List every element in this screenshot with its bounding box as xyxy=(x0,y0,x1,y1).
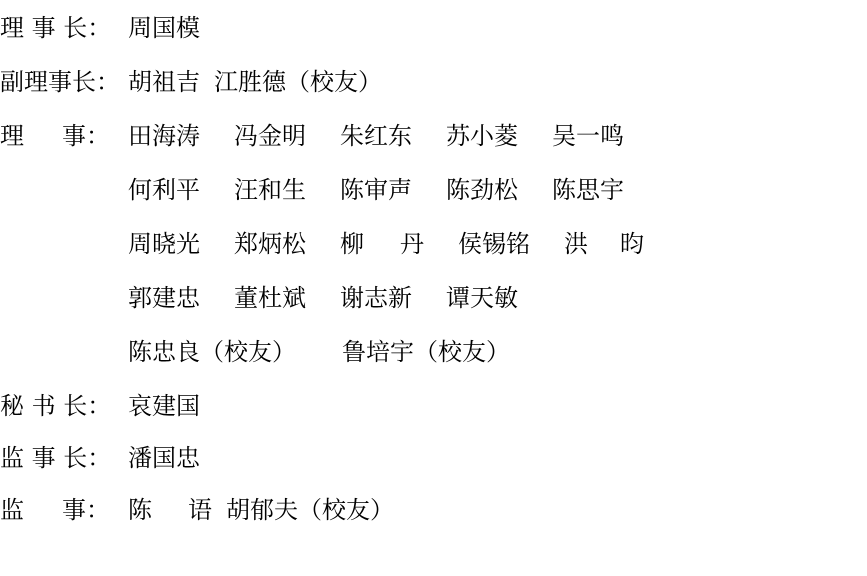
person-name: 何利平 xyxy=(128,176,200,204)
roster-label-directors-text xyxy=(0,116,110,156)
roster-label-char: 事： xyxy=(62,496,110,524)
roster-row xyxy=(128,386,867,426)
roster-entry-chairman xyxy=(0,8,867,48)
person-name: 周国模 xyxy=(128,14,200,42)
roster-row xyxy=(128,8,867,48)
person-name-char: 昀 xyxy=(620,230,644,258)
roster-label-chairman xyxy=(0,8,128,48)
roster-label-chairman-text: 理 事 长： xyxy=(0,14,112,42)
person-name-char: 陈 xyxy=(128,496,152,524)
roster-label-chief-supervisor-text: 监 事 长： xyxy=(0,444,112,472)
person-name-char: 洪 xyxy=(564,230,588,258)
person-name: 鲁培宇（校友） xyxy=(342,338,510,366)
person-name: 郭建忠 xyxy=(128,284,200,312)
roster-row xyxy=(128,62,867,102)
roster-values-secretary-general xyxy=(128,386,867,426)
person-name: 潘国忠 xyxy=(128,444,200,472)
person-name-char: 语 xyxy=(188,496,212,524)
roster-row xyxy=(128,490,867,530)
person-name: 谢志新 xyxy=(340,284,412,312)
roster-label-vice-chairman xyxy=(0,62,128,102)
person-name: 汪和生 xyxy=(234,176,306,204)
person-name: 哀建国 xyxy=(128,392,200,420)
roster-values-vice-chairman xyxy=(128,62,867,102)
roster-label-supervisors-text xyxy=(0,490,110,530)
roster-row xyxy=(128,116,867,156)
roster-row xyxy=(128,224,867,264)
roster-label-char: 事： xyxy=(62,122,110,150)
person-name: 田海涛 xyxy=(128,122,200,150)
roster-entry-chief-supervisor xyxy=(0,438,867,478)
person-name: 谭天敏 xyxy=(446,284,518,312)
person-name xyxy=(128,490,212,530)
roster-values-chief-supervisor xyxy=(128,438,867,478)
roster-row xyxy=(128,278,867,318)
roster-label-char: 监 xyxy=(0,496,24,524)
roster-entry-vice-chairman xyxy=(0,62,867,102)
roster-entry-supervisors xyxy=(0,490,867,530)
person-name xyxy=(340,224,424,264)
roster-values-directors xyxy=(128,116,867,372)
person-name: 陈思宇 xyxy=(552,176,624,204)
person-name: 陈忠良（校友） xyxy=(128,338,296,366)
roster-row xyxy=(128,332,867,372)
person-name: 吴一鸣 xyxy=(552,122,624,150)
roster-label-secretary-general-text: 秘 书 长： xyxy=(0,392,112,420)
person-name: 郑炳松 xyxy=(234,230,306,258)
roster-entry-secretary-general xyxy=(0,386,867,426)
person-name: 董杜斌 xyxy=(234,284,306,312)
roster-values-chairman xyxy=(128,8,867,48)
roster-label-chief-supervisor xyxy=(0,438,128,478)
roster-row xyxy=(128,438,867,478)
roster-label-directors xyxy=(0,116,128,156)
person-name: 胡祖吉 xyxy=(128,68,200,96)
person-name: 江胜德（校友） xyxy=(214,68,382,96)
person-name: 陈劲松 xyxy=(446,176,518,204)
roster-label-vice-chairman-text: 副理事长： xyxy=(0,68,120,96)
person-name-char: 柳 xyxy=(340,230,364,258)
roster-row xyxy=(128,170,867,210)
person-name-char: 丹 xyxy=(400,230,424,258)
roster-label-secretary-general xyxy=(0,386,128,426)
person-name: 侯锡铭 xyxy=(458,230,530,258)
person-name: 胡郁夫（校友） xyxy=(226,496,394,524)
person-name: 苏小菱 xyxy=(446,122,518,150)
person-name: 陈审声 xyxy=(340,176,412,204)
person-name: 冯金明 xyxy=(234,122,306,150)
roster-label-char: 理 xyxy=(0,122,24,150)
roster-label-supervisors xyxy=(0,490,128,530)
person-name: 朱红东 xyxy=(340,122,412,150)
person-name: 周晓光 xyxy=(128,230,200,258)
roster-values-supervisors xyxy=(128,490,867,530)
person-name xyxy=(564,224,644,264)
roster-entry-directors xyxy=(0,116,867,372)
